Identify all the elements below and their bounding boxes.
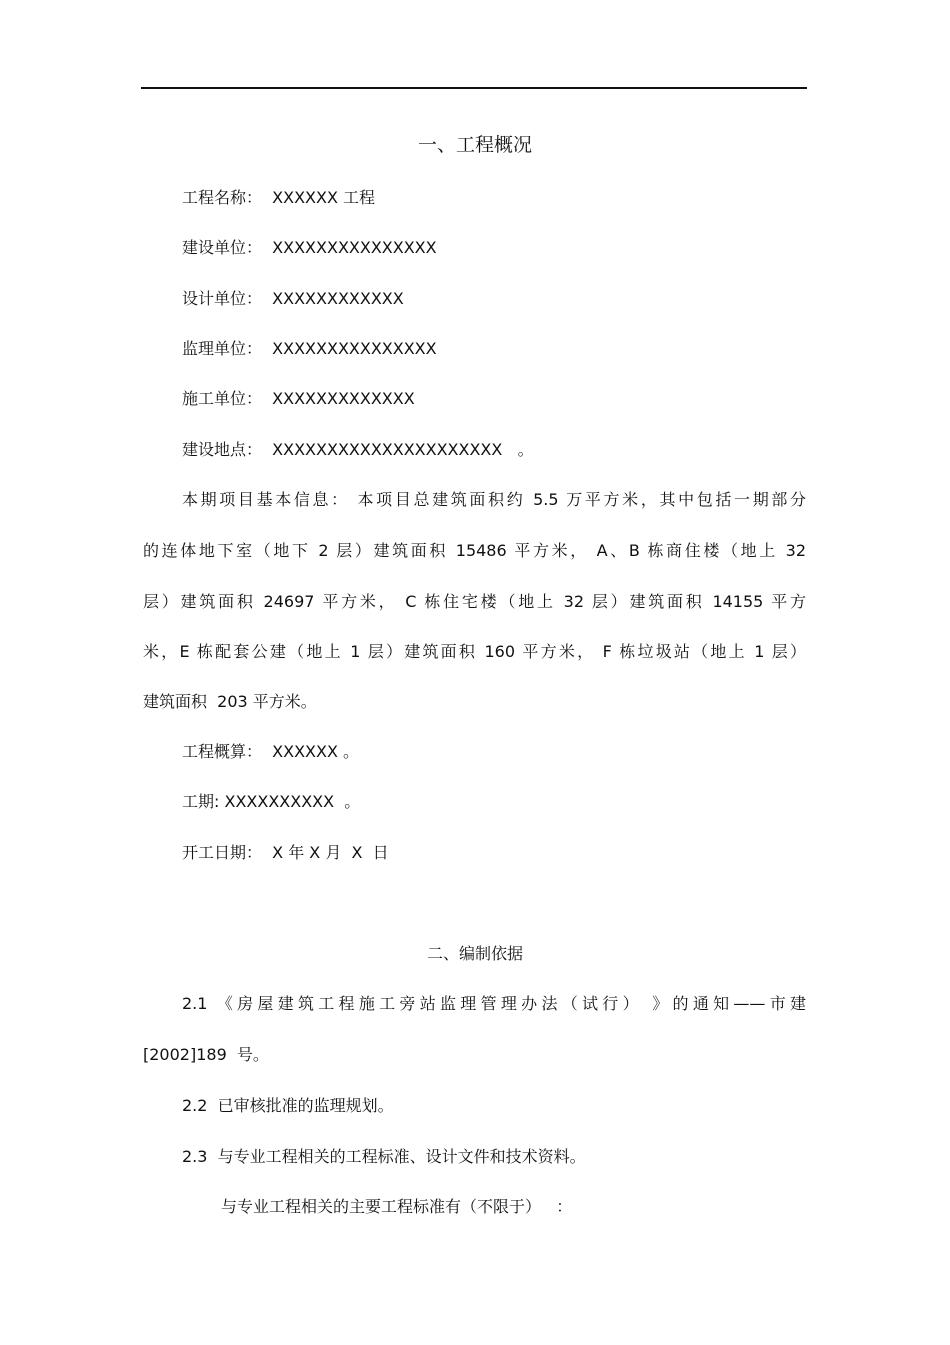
basis-item-2-2: 2.2 已审核批准的监理规划。 xyxy=(182,1096,394,1115)
basis-item-2-1-line-1: 2.1 《房屋建筑工程施工旁站监理管理办法（试行） 》的通知——市建 xyxy=(182,994,806,1013)
basis-item-2-3: 2.3 与专业工程相关的工程标准、设计文件和技术资料。 xyxy=(182,1147,586,1166)
contractor-line: 施工单位： XXXXXXXXXXXXX xyxy=(182,389,415,408)
budget-line: 工程概算： XXXXXX 。 xyxy=(182,742,360,761)
basis-item-2-1-line-2: [2002]189 号。 xyxy=(143,1045,269,1064)
designer-line: 设计单位： XXXXXXXXXXXX xyxy=(182,289,404,308)
project-info-line-5: 建筑面积 203 平方米。 xyxy=(143,692,317,711)
section-title-basis: 二、编制依据 xyxy=(426,944,523,963)
start-date-line: 开工日期： X 年 X 月 X 日 xyxy=(182,843,389,862)
section-title-overview: 一、工程概况 xyxy=(417,134,532,156)
project-info-line-1: 本期项目基本信息： 本项目总建筑面积约 5.5 万平方米，其中包括一期部分 xyxy=(182,490,806,509)
project-info-line-4: 米，E 栋配套公建（地上 1 层）建筑面积 160 平方米， F 栋垃圾站（地上 1 层） xyxy=(143,642,806,661)
builder-line: 建设单位： XXXXXXXXXXXXXXX xyxy=(182,238,437,257)
supervisor-line: 监理单位： XXXXXXXXXXXXXXX xyxy=(182,339,437,358)
project-info-line-2: 的连体地下室（地下 2 层）建筑面积 15486 平方米， A、B 栋商住楼（地上 32 xyxy=(143,541,806,560)
location-line: 建设地点： XXXXXXXXXXXXXXXXXXXXX 。 xyxy=(182,440,534,459)
project-info-line-3: 层）建筑面积 24697 平方米， C 栋住宅楼（地上 32 层）建筑面积 14155 平方 xyxy=(143,592,806,611)
project-name-line: 工程名称： XXXXXX 工程 xyxy=(182,188,376,207)
header-rule xyxy=(141,87,807,89)
duration-line: 工期: XXXXXXXXXX 。 xyxy=(182,792,361,811)
standards-intro: 与专业工程相关的主要工程标准有（不限于） ： xyxy=(221,1197,573,1216)
